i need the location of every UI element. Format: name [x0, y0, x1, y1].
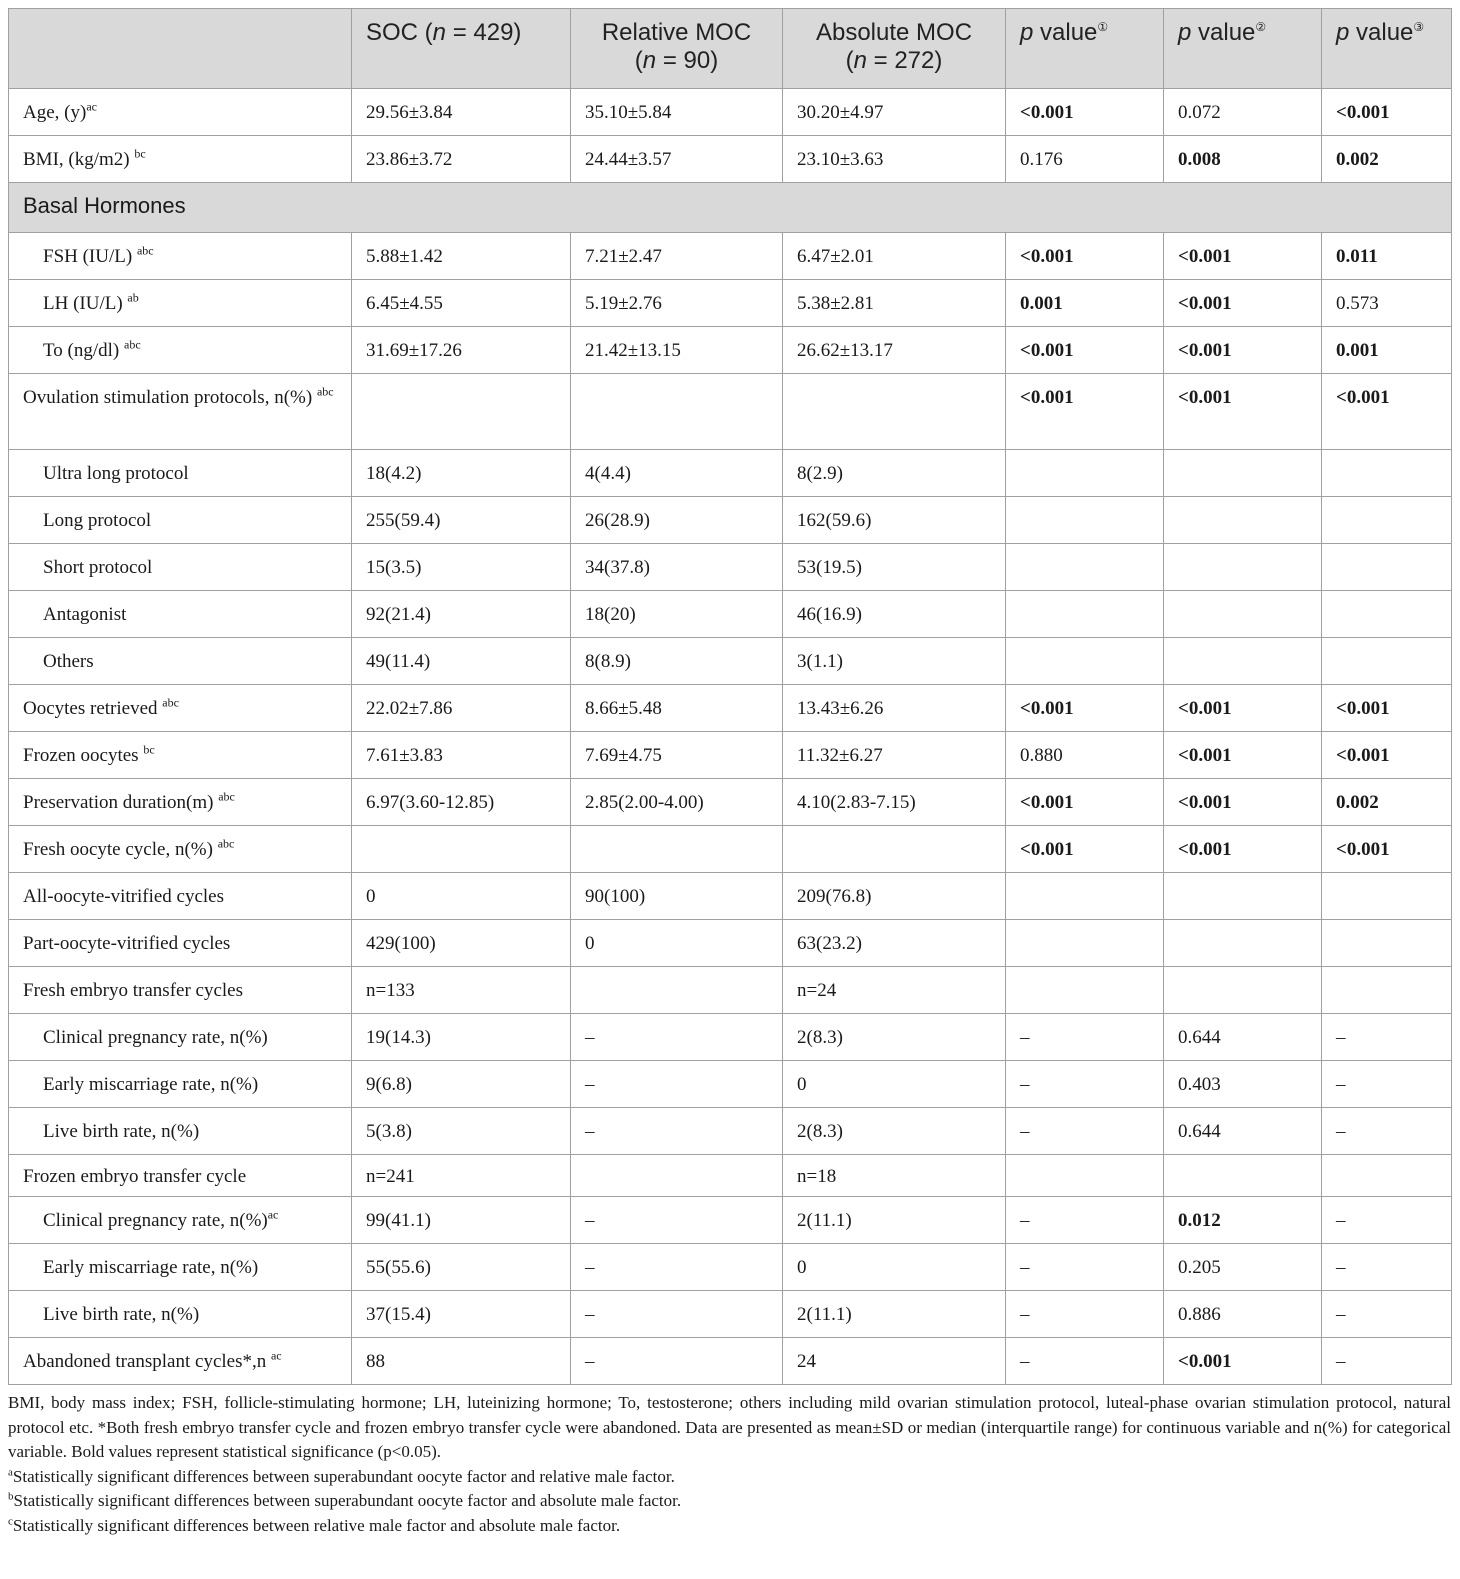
cell-p2: <0.001 [1164, 280, 1322, 327]
cell-soc: 99(41.1) [352, 1197, 571, 1244]
cell-absolute: 2(11.1) [783, 1291, 1006, 1338]
row-label: Part-oocyte-vitrified cycles [9, 920, 352, 967]
cell-relative: – [571, 1014, 783, 1061]
cell-p1 [1006, 544, 1164, 591]
cell-soc: 6.45±4.55 [352, 280, 571, 327]
table-row-fresh-embryo-transfer [9, 967, 1452, 1014]
row-label: Frozen embryo transfer cycle [9, 1155, 352, 1197]
cell-p1 [1006, 497, 1164, 544]
table-row-lh [9, 280, 1452, 327]
cell-relative [571, 1155, 783, 1197]
cell-p1: – [1006, 1061, 1164, 1108]
cell-absolute: 2(8.3) [783, 1014, 1006, 1061]
cell-p3 [1322, 873, 1452, 920]
table-row-ultra-long [9, 450, 1452, 497]
cell-absolute: 8(2.9) [783, 450, 1006, 497]
cell-absolute: 162(59.6) [783, 497, 1006, 544]
cell-p1: – [1006, 1197, 1164, 1244]
cell-p1: 0.176 [1006, 136, 1164, 183]
cell-absolute: 2(8.3) [783, 1108, 1006, 1155]
cell-absolute: 23.10±3.63 [783, 136, 1006, 183]
table-row-frozen-early-miscarriage [9, 1244, 1452, 1291]
cell-p3: – [1322, 1108, 1452, 1155]
row-label: FSH (IU/L) $^{abc}$ [9, 233, 352, 280]
cell-relative [571, 967, 783, 1014]
table-row-all-vitrified [9, 873, 1452, 920]
table-container [8, 8, 1451, 1538]
cell-p3: 0.573 [1322, 280, 1452, 327]
cell-p3: 0.002 [1322, 779, 1452, 826]
cell-absolute [783, 826, 1006, 873]
cell-absolute: n=18 [783, 1155, 1006, 1197]
cell-p1 [1006, 920, 1164, 967]
cell-relative: 7.69±4.75 [571, 732, 783, 779]
cell-p3: – [1322, 1197, 1452, 1244]
cell-p2: <0.001 [1164, 327, 1322, 374]
cell-p3 [1322, 450, 1452, 497]
cell-soc: 23.86±3.72 [352, 136, 571, 183]
cell-relative: 2.85(2.00-4.00) [571, 779, 783, 826]
table-row-oocytes-retrieved [9, 685, 1452, 732]
table-row-fresh-live-birth [9, 1108, 1452, 1155]
row-label: Live birth rate, n(%) [9, 1291, 352, 1338]
header-soc: SOC (n = 429) [352, 9, 571, 89]
cell-relative: – [571, 1338, 783, 1385]
table-row-fresh-oocyte-cycle [9, 826, 1452, 873]
cell-p3: <0.001 [1322, 732, 1452, 779]
cell-p1 [1006, 873, 1164, 920]
cell-absolute: 46(16.9) [783, 591, 1006, 638]
cell-soc: 88 [352, 1338, 571, 1385]
cell-p3 [1322, 967, 1452, 1014]
table-row-fresh-clinical-pregnancy [9, 1014, 1452, 1061]
table-row-fsh [9, 233, 1452, 280]
row-label: Short protocol [9, 544, 352, 591]
cell-absolute: 24 [783, 1338, 1006, 1385]
row-label: BMI, (kg/m2) $^{bc}$ [9, 136, 352, 183]
cell-soc: 6.97(3.60-12.85) [352, 779, 571, 826]
cell-absolute: 26.62±13.17 [783, 327, 1006, 374]
cell-p2: 0.008 [1164, 136, 1322, 183]
cell-p1: – [1006, 1244, 1164, 1291]
row-label: Ovulation stimulation protocols, n(%) $^{abc}$ [9, 374, 352, 450]
cell-relative: – [571, 1244, 783, 1291]
cell-soc: 22.02±7.86 [352, 685, 571, 732]
cell-soc: 15(3.5) [352, 544, 571, 591]
cell-p3: <0.001 [1322, 89, 1452, 136]
section-row-basal-hormones [9, 183, 1452, 233]
cell-p3: 0.001 [1322, 327, 1452, 374]
table-row-short [9, 544, 1452, 591]
table-row-part-vitrified [9, 920, 1452, 967]
cell-absolute: 13.43±6.26 [783, 685, 1006, 732]
cell-p1: <0.001 [1006, 685, 1164, 732]
cell-soc: n=241 [352, 1155, 571, 1197]
table-row-frozen-embryo-transfer [9, 1155, 1452, 1197]
cell-relative: – [571, 1061, 783, 1108]
cell-soc: 429(100) [352, 920, 571, 967]
table-row-fresh-early-miscarriage [9, 1061, 1452, 1108]
cell-relative: – [571, 1291, 783, 1338]
row-label: Fresh embryo transfer cycles [9, 967, 352, 1014]
cell-p3: – [1322, 1014, 1452, 1061]
cell-soc: 0 [352, 873, 571, 920]
table-row-long [9, 497, 1452, 544]
cell-p1: <0.001 [1006, 779, 1164, 826]
row-label: Oocytes retrieved $^{abc}$ [9, 685, 352, 732]
cell-soc: 37(15.4) [352, 1291, 571, 1338]
cell-p2 [1164, 920, 1322, 967]
cell-p3 [1322, 920, 1452, 967]
footnote-b: $^b$Statistically significant differences between superabundant oocyte factor and absolute male factor. [8, 1490, 682, 1510]
row-label: Preservation duration(m) $^{abc}$ [9, 779, 352, 826]
data-table [8, 8, 1452, 1385]
cell-absolute: 6.47±2.01 [783, 233, 1006, 280]
row-label: Clinical pregnancy rate, n(%) [9, 1014, 352, 1061]
table-row-others [9, 638, 1452, 685]
cell-relative [571, 826, 783, 873]
cell-absolute [783, 374, 1006, 450]
cell-p3: – [1322, 1338, 1452, 1385]
cell-p2: <0.001 [1164, 233, 1322, 280]
cell-p1: – [1006, 1291, 1164, 1338]
section-label: Basal Hormones [9, 183, 1452, 233]
cell-p3 [1322, 591, 1452, 638]
cell-absolute: 30.20±4.97 [783, 89, 1006, 136]
cell-soc [352, 826, 571, 873]
cell-relative: 18(20) [571, 591, 783, 638]
cell-p2: <0.001 [1164, 826, 1322, 873]
cell-soc: 9(6.8) [352, 1061, 571, 1108]
cell-relative: 24.44±3.57 [571, 136, 783, 183]
cell-p2: 0.403 [1164, 1061, 1322, 1108]
cell-p3: <0.001 [1322, 374, 1452, 450]
cell-p3: 0.002 [1322, 136, 1452, 183]
cell-p1: 0.880 [1006, 732, 1164, 779]
cell-p3: – [1322, 1061, 1452, 1108]
cell-absolute: 209(76.8) [783, 873, 1006, 920]
cell-p1: – [1006, 1014, 1164, 1061]
cell-p2 [1164, 450, 1322, 497]
cell-p2: <0.001 [1164, 1338, 1322, 1385]
cell-relative: 90(100) [571, 873, 783, 920]
cell-absolute: 2(11.1) [783, 1197, 1006, 1244]
cell-p2 [1164, 638, 1322, 685]
cell-p1 [1006, 450, 1164, 497]
header-empty [9, 9, 352, 89]
cell-relative: 34(37.8) [571, 544, 783, 591]
cell-relative: 0 [571, 920, 783, 967]
header-row [9, 9, 1452, 89]
cell-p1: <0.001 [1006, 327, 1164, 374]
cell-p2: <0.001 [1164, 732, 1322, 779]
cell-soc: 5.88±1.42 [352, 233, 571, 280]
cell-soc: 49(11.4) [352, 638, 571, 685]
cell-absolute: 53(19.5) [783, 544, 1006, 591]
cell-p3 [1322, 497, 1452, 544]
cell-p3 [1322, 638, 1452, 685]
row-label: Abandoned transplant cycles*,n $^{ac}$ [9, 1338, 352, 1385]
row-label: Early miscarriage rate, n(%) [9, 1061, 352, 1108]
row-label: Antagonist [9, 591, 352, 638]
cell-p1: <0.001 [1006, 826, 1164, 873]
cell-p2: 0.644 [1164, 1014, 1322, 1061]
cell-absolute: 0 [783, 1244, 1006, 1291]
cell-p1 [1006, 967, 1164, 1014]
cell-p2 [1164, 1155, 1322, 1197]
table-row-frozen-oocytes [9, 732, 1452, 779]
header-p-value-1: p value① [1006, 9, 1164, 89]
cell-p3: – [1322, 1291, 1452, 1338]
header-p-value-2: p value② [1164, 9, 1322, 89]
row-label: Long protocol [9, 497, 352, 544]
cell-p2 [1164, 544, 1322, 591]
cell-p2: 0.012 [1164, 1197, 1322, 1244]
cell-p2: 0.072 [1164, 89, 1322, 136]
cell-relative: 7.21±2.47 [571, 233, 783, 280]
cell-absolute: 0 [783, 1061, 1006, 1108]
cell-relative: 5.19±2.76 [571, 280, 783, 327]
cell-relative: – [571, 1197, 783, 1244]
cell-absolute: 11.32±6.27 [783, 732, 1006, 779]
cell-p1: – [1006, 1338, 1164, 1385]
cell-p3: <0.001 [1322, 826, 1452, 873]
cell-relative: 8(8.9) [571, 638, 783, 685]
cell-relative: 26(28.9) [571, 497, 783, 544]
cell-soc: 92(21.4) [352, 591, 571, 638]
cell-soc: 5(3.8) [352, 1108, 571, 1155]
table-row-age [9, 89, 1452, 136]
table-row-frozen-live-birth [9, 1291, 1452, 1338]
footnote-c: $^c$Statistically significant differences between relative male factor and absolute male factor. [8, 1514, 621, 1535]
cell-soc: 55(55.6) [352, 1244, 571, 1291]
cell-p1: <0.001 [1006, 233, 1164, 280]
table-row-preservation-duration [9, 779, 1452, 826]
cell-soc: 7.61±3.83 [352, 732, 571, 779]
cell-p3 [1322, 1155, 1452, 1197]
row-label: Clinical pregnancy rate, n(%)$^{ac}$ [9, 1197, 352, 1244]
table-row-bmi [9, 136, 1452, 183]
cell-relative [571, 374, 783, 450]
cell-soc [352, 374, 571, 450]
cell-absolute: 3(1.1) [783, 638, 1006, 685]
cell-p3 [1322, 544, 1452, 591]
footnote-a: $^a$Statistically significant differences between superabundant oocyte factor and relative male factor. [8, 1465, 675, 1486]
cell-p2: <0.001 [1164, 779, 1322, 826]
cell-relative: 21.42±13.15 [571, 327, 783, 374]
header-absolute-moc: Absolute MOC (n = 272) [783, 9, 1006, 89]
cell-soc: n=133 [352, 967, 571, 1014]
cell-soc: 18(4.2) [352, 450, 571, 497]
cell-relative: – [571, 1108, 783, 1155]
cell-absolute: 63(23.2) [783, 920, 1006, 967]
cell-p2 [1164, 591, 1322, 638]
cell-p2: <0.001 [1164, 685, 1322, 732]
row-label: To (ng/dl) $^{abc}$ [9, 327, 352, 374]
row-label: Ultra long protocol [9, 450, 352, 497]
cell-p1: <0.001 [1006, 89, 1164, 136]
cell-p3: 0.011 [1322, 233, 1452, 280]
cell-absolute: 4.10(2.83-7.15) [783, 779, 1006, 826]
cell-p1 [1006, 591, 1164, 638]
cell-p1 [1006, 1155, 1164, 1197]
cell-soc: 29.56±3.84 [352, 89, 571, 136]
header-p-value-3: p value③ [1322, 9, 1452, 89]
row-label: All-oocyte-vitrified cycles [9, 873, 352, 920]
footnote-abbreviations: BMI, body mass index; FSH, follicle-stimulating hormone; LH, luteinizing hormone; To, testosterone; others including mild ovarian stimulation protocol, luteal-phase ovarian stimulation protocol, natural protocol etc. *Both fresh embryo transfer cycle and frozen embryo transfer cycle were abandoned. Data are presented as mean±SD or median (interquartile range) for continuous variable and n(%) for categorical variable. Bold values represent statistical significance (p<0.05). [8, 1393, 1451, 1461]
table-row-frozen-clinical-pregnancy [9, 1197, 1452, 1244]
cell-soc: 19(14.3) [352, 1014, 571, 1061]
table-footnotes [8, 1391, 1451, 1538]
cell-p2 [1164, 497, 1322, 544]
cell-p2 [1164, 873, 1322, 920]
cell-p3: <0.001 [1322, 685, 1452, 732]
row-label: Early miscarriage rate, n(%) [9, 1244, 352, 1291]
cell-p2: <0.001 [1164, 374, 1322, 450]
table-row-to [9, 327, 1452, 374]
table-row-abandoned-cycles [9, 1338, 1452, 1385]
row-label: Others [9, 638, 352, 685]
row-label: Live birth rate, n(%) [9, 1108, 352, 1155]
row-label: Fresh oocyte cycle, n(%) $^{abc}$ [9, 826, 352, 873]
cell-p2: 0.886 [1164, 1291, 1322, 1338]
header-relative-moc: Relative MOC (n = 90) [571, 9, 783, 89]
cell-absolute: 5.38±2.81 [783, 280, 1006, 327]
cell-p2 [1164, 967, 1322, 1014]
cell-p1 [1006, 638, 1164, 685]
cell-p1: – [1006, 1108, 1164, 1155]
table-row-antagonist [9, 591, 1452, 638]
cell-relative: 8.66±5.48 [571, 685, 783, 732]
cell-p3: – [1322, 1244, 1452, 1291]
cell-relative: 4(4.4) [571, 450, 783, 497]
cell-p1: <0.001 [1006, 374, 1164, 450]
cell-p2: 0.644 [1164, 1108, 1322, 1155]
cell-absolute: n=24 [783, 967, 1006, 1014]
cell-p1: 0.001 [1006, 280, 1164, 327]
cell-relative: 35.10±5.84 [571, 89, 783, 136]
table-row-ovulation-protocols [9, 374, 1452, 450]
cell-soc: 255(59.4) [352, 497, 571, 544]
row-label: LH (IU/L) $^{ab}$ [9, 280, 352, 327]
cell-soc: 31.69±17.26 [352, 327, 571, 374]
row-label: Age, $(y)^{ac}$ [9, 89, 352, 136]
row-label: Frozen oocytes $^{bc}$ [9, 732, 352, 779]
cell-p2: 0.205 [1164, 1244, 1322, 1291]
